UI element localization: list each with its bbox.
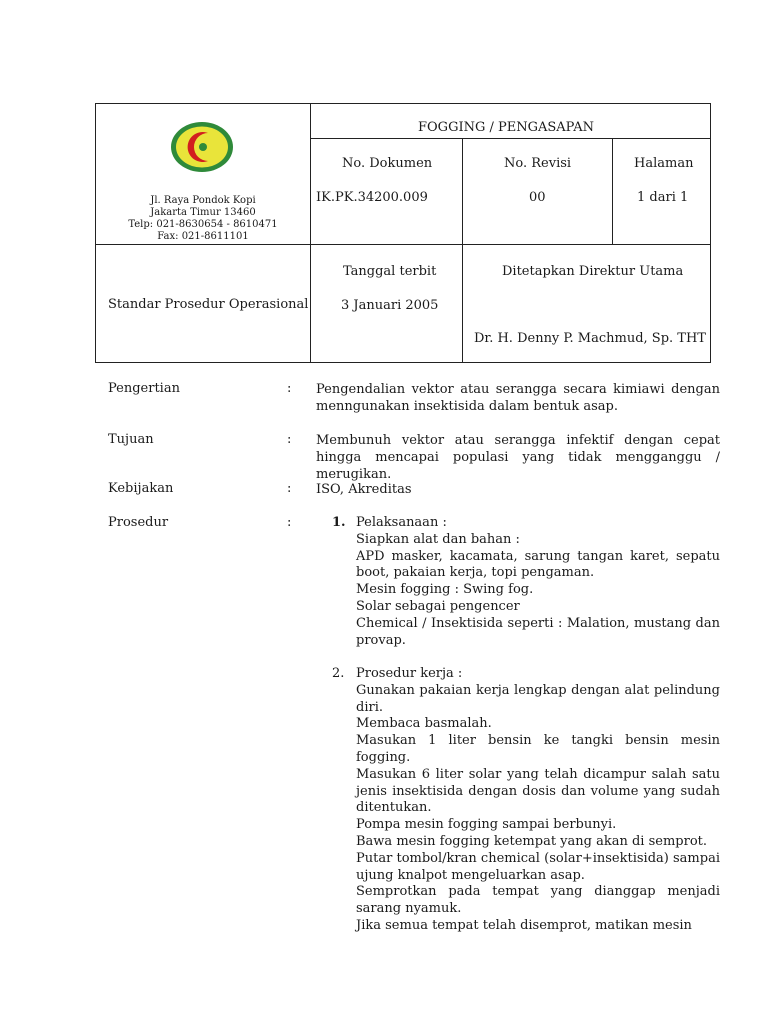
address-line: Jakarta Timur 13460 <box>150 207 256 218</box>
procedure-line: Semprotkan pada tempat yang dianggap menjadi sarang nyamuk. <box>356 884 720 917</box>
divider <box>310 104 311 362</box>
tujuan-colon: : <box>287 432 292 447</box>
page-value: 1 dari 1 <box>637 190 689 205</box>
procedure-line: Gunakan pakaian kerja lengkap dengan alat pelindung diri. <box>356 682 720 715</box>
divider <box>462 138 463 244</box>
address-line: Telp: 021-8630654 - 8610471 <box>128 219 278 230</box>
sop-label: Standar Prosedur Operasional <box>108 297 309 312</box>
pengertian-text: Pengendalian vektor atau serangga secara kimiawi dengan menngunakan insektisida dalam bentuk asap. <box>316 382 720 414</box>
document-header-table <box>95 103 711 363</box>
procedure-item-2 <box>356 666 720 935</box>
revision-label: No. Revisi <box>504 156 572 171</box>
approved-by-label: Ditetapkan Direktur Utama <box>502 264 684 279</box>
logo-center-emblem <box>199 143 207 151</box>
procedure-item-number: 1. <box>332 515 346 530</box>
prosedur-label: Prosedur <box>108 515 169 530</box>
page-label: Halaman <box>634 156 694 171</box>
procedure-item-number: 2. <box>332 666 345 681</box>
approver-name: Dr. H. Denny P. Machmud, Sp. THT <box>474 331 706 346</box>
procedure-line: Jika semua tempat telah disemprot, matikan mesin <box>356 917 692 933</box>
issue-date-label: Tanggal terbit <box>343 264 437 279</box>
divider <box>310 138 710 139</box>
divider <box>462 244 463 362</box>
kebijakan-text: ISO, Akreditas <box>316 482 412 497</box>
procedure-line: Siapkan alat dan bahan : <box>356 531 520 547</box>
pengertian-label: Pengertian <box>108 381 180 396</box>
procedure-line: Masukan 1 liter bensin ke tangki bensin mesin fogging. <box>356 733 720 765</box>
tujuan-label: Tujuan <box>108 432 154 447</box>
procedure-line: Membaca basmalah. <box>356 716 492 732</box>
tujuan-text: Membunuh vektor atau serangga infektif dengan cepat hingga mencapai populasi yang tidak mengganggu / merugikan. <box>316 433 720 482</box>
procedure-line: APD masker, kacamata, sarung tangan karet, sepatu boot, pakaian kerja, topi pengaman. <box>356 548 720 581</box>
procedure-line: Pompa mesin fogging sampai berbunyi. <box>356 817 617 833</box>
divider <box>612 138 613 244</box>
doc-number-label: No. Dokumen <box>342 156 433 171</box>
procedure-line: Bawa mesin fogging ketempat yang akan di semprot. <box>356 833 708 849</box>
issue-date-value: 3 Januari 2005 <box>341 298 439 313</box>
doc-number-value: IK.PK.34200.009 <box>316 190 428 205</box>
address-line: Fax: 021-8611101 <box>157 231 249 242</box>
procedure-item-1 <box>356 515 720 649</box>
procedure-line: Masukan 6 liter solar yang telah dicampur salah satu jenis insektisida dengan dosis dan volume yang sudah ditentukan. <box>356 766 720 816</box>
pengertian-colon: : <box>287 381 292 396</box>
address-line: Jl. Raya Pondok Kopi <box>150 195 256 206</box>
address-block <box>96 195 310 243</box>
procedure-line: Prosedur kerja : <box>356 666 463 681</box>
hospital-logo <box>170 121 234 173</box>
document-title: FOGGING / PENGASAPAN <box>418 120 594 135</box>
kebijakan-colon: : <box>287 481 292 496</box>
divider <box>96 244 710 245</box>
procedure-line: Solar sebagai pengencer <box>356 598 520 614</box>
procedure-line: Mesin fogging : Swing fog. <box>356 582 534 598</box>
revision-value: 00 <box>529 190 546 205</box>
prosedur-colon: : <box>287 515 292 530</box>
procedure-line: Putar tombol/kran chemical (solar+insektisida) sampai ujung knalpot mengeluarkan asap. <box>356 850 720 883</box>
procedure-line: Pelaksanaan : <box>356 515 447 530</box>
procedure-line: Chemical / Insektisida seperti : Malation, mustang dan provap. <box>356 615 720 648</box>
kebijakan-label: Kebijakan <box>108 481 174 496</box>
